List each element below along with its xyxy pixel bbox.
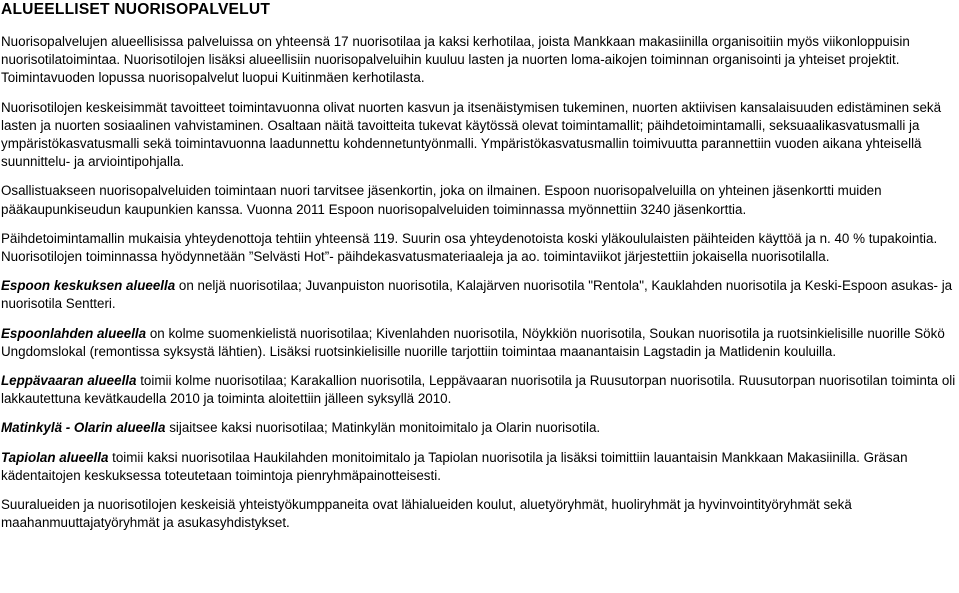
area-description: sijaitsee kaksi nuorisotilaa; Matinkylän monitoimitalo ja Olarin nuorisotila. — [165, 420, 601, 436]
partners-paragraph: Suuralueiden ja nuorisotilojen keskeisiä yhteistyökumppaneita ovat lähialueiden koulut, aluetyöryhmät, huoliryhmät ja hyvinvointityöryhmät sekä maahanmuuttajatyöryhmät ja asukasyhdistykset. — [1, 497, 852, 531]
goals-paragraph: Nuorisotilojen keskeisimmät tavoitteet toimintavuonna olivat nuorten kasvun ja itsenäistymisen tukeminen, nuorten aktiivisen kansalaisuuden edistäminen sekä lasten ja nuorten sosiaalinen vahvistaminen. Osaltaan näitä tavoitteita tukevat käytössä olevat toimintamallit; päihdetoimintamalli, seksuaalikasvatusmalli ja ympäristökasvatusmalli sekä toimintavuonna laadunnettu kohdennetuntyönmalli. Ympäristökasvatusmallin toimivuutta parannettiin vuoden aikana yhteisellä suunnittelu- ja arviointipohjalla. — [1, 99, 942, 170]
area-description: on neljä nuorisotilaa; Juvanpuiston nuorisotila, Kalajärven nuorisotila "Rentola", Kauklahden nuorisotila ja Keski-Espoon asukas- ja nuorisotila Sentteri. — [1, 278, 953, 312]
area-paragraph-leppavaara — [1, 372, 957, 408]
membership-card-paragraph: Osallistuakseen nuorisopalveluiden toimintaan nuori tarvitsee jäsenkortin, joka on ilmainen. Espoon nuorisopalveluilla on yhteinen jäsenkortti muiden pääkaupunkiseudun kaupunkien kanssa. Vuonna 2011 Espoon nuorisopalveluiden toiminnassa myönnettiin 3240 jäsenkorttia. — [1, 183, 882, 217]
area-name: Espoon keskuksen alueella — [1, 278, 176, 294]
intro-paragraph: Nuorisopalvelujen alueellisissa palveluissa on yhteensä 17 nuorisotilaa ja kaksi kerhotilaa, joista Mankkaan makasiinilla organisoitiin myös viikonloppuisin nuorisotilatoimintaa. Nuorisotilojen lisäksi alueellisiin nuorisopalveluihin kuuluu lasten ja nuorten loma-aikojen toiminnan organisointi ja yhteiset projektit. Toimintavuoden lopussa nuorisopalvelut luopui Kuitinmäen kerhotilasta. — [1, 34, 910, 86]
area-paragraph-tapiola — [1, 449, 957, 485]
area-name: Leppävaaran alueella — [1, 373, 137, 389]
area-paragraph-espoon-keskus — [1, 277, 957, 313]
substance-model-paragraph: Päihdetoimintamallin mukaisia yhteydenottoja tehtiin yhteensä 119. Suurin osa yhteydenotoista koski yläkoululaisten päihteiden käyttöä ja n. 40 % tupakointia. Nuorisotilojen toiminnassa hyödynnetään ”Selvästi Hot”- päihdekasvatusmateriaaleja ja ao. toimintaviikot järjestettiin jokaisella nuorisotilalla. — [1, 230, 938, 265]
page-title: ALUEELLISET NUORISOPALVELUT — [1, 1, 271, 18]
area-name: Matinkylä - Olarin alueella — [1, 420, 166, 436]
area-description: on kolme suomenkielistä nuorisotilaa; Kivenlahden nuorisotila, Nöykkiön nuorisotila, Soukan nuorisotila ja ruotsinkielisille nuorille Sökö Ungdomslokal (remontissa syksystä lähtien). Lisäksi ruotsinkielisille nuorille tarjottiin toimintaa maanantaisin Lagstadin ja Matlidenin kouluilla. — [1, 325, 945, 359]
area-description: toimii kolme nuorisotilaa; Karakallion nuorisotila, Leppävaaran nuorisotila ja Ruusutorpan nuorisotila. Ruusutorpan nuorisotilan toiminta oli lakkautettuna kevätkaudella 2010 ja toiminta aloitettiin jälleen syksyllä 2010. — [1, 373, 956, 407]
document-page — [1, 0, 957, 532]
area-paragraph-espoonlahti — [1, 325, 957, 361]
area-description: toimii kaksi nuorisotilaa Haukilahden monitoimitalo ja Tapiolan nuorisotila ja lisäksi toimittiin lauantaisin Mankkaan Makasiinilla. Gräsan kädentaitojen keskuksessa toteutetaan toimintoja pienryhmäpainotteisesti. — [1, 449, 908, 483]
area-name: Tapiolan alueella — [1, 449, 109, 465]
area-paragraph-matinkyla-olari — [1, 419, 957, 437]
area-name: Espoonlahden alueella — [1, 325, 147, 341]
